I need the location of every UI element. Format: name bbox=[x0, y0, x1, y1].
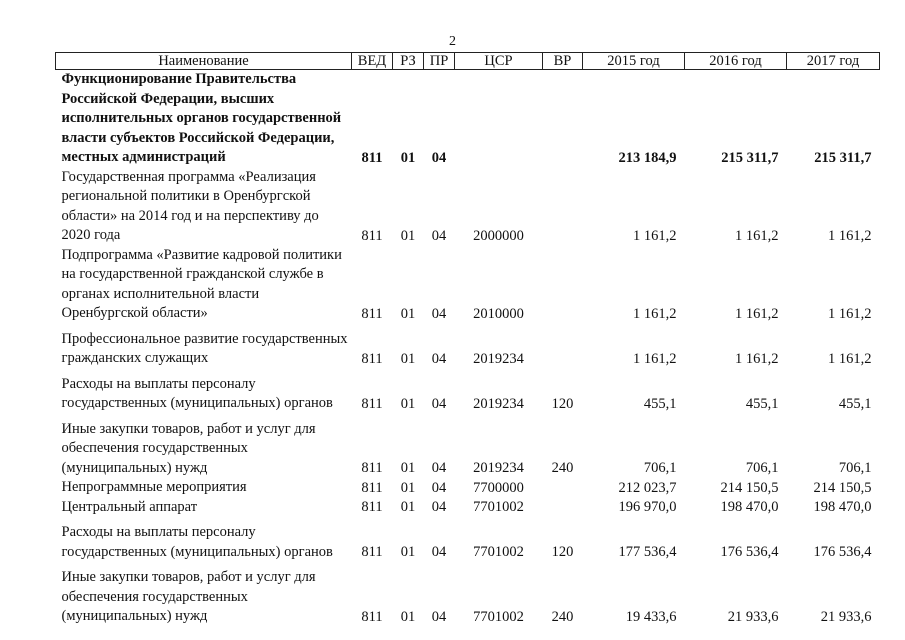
row-2015: 213 184,9 bbox=[618, 149, 677, 166]
row-name: Расходы на выплаты персоналу государственных (муниципальных) органов bbox=[61, 375, 333, 411]
row-ved: 811 bbox=[361, 499, 383, 515]
table-row bbox=[56, 517, 880, 562]
row-vr bbox=[543, 246, 583, 324]
row-name: Государственная программа «Реализация региональной политики в Оренбургской области» на 2014 год и на перспективу до 2020 года bbox=[61, 168, 319, 243]
row-csr: 2019234 bbox=[473, 460, 524, 476]
column-header-ved: ВЕД bbox=[352, 53, 393, 70]
row-name: Непрограммные мероприятия bbox=[61, 479, 247, 495]
row-pr: 04 bbox=[431, 305, 447, 322]
row-2017: 1 161,2 bbox=[828, 305, 872, 322]
row-ved: 811 bbox=[361, 350, 383, 367]
table-row bbox=[56, 168, 880, 246]
row-ved: 811 bbox=[361, 227, 383, 244]
row-csr bbox=[455, 70, 543, 168]
table-row bbox=[56, 562, 880, 627]
row-2017: 1 161,2 bbox=[828, 350, 872, 367]
row-2017: 706,1 bbox=[838, 460, 872, 476]
row-rz: 01 bbox=[400, 395, 416, 412]
column-header-2017: 2017 год bbox=[787, 53, 880, 70]
row-ved: 811 bbox=[361, 608, 383, 625]
row-2017: 455,1 bbox=[838, 395, 872, 412]
row-csr: 7701002 bbox=[473, 499, 524, 515]
row-vr bbox=[543, 478, 583, 498]
row-2016: 176 536,4 bbox=[720, 544, 779, 560]
row-2017: 176 536,4 bbox=[813, 544, 872, 560]
header-row bbox=[56, 53, 880, 70]
row-pr: 04 bbox=[431, 395, 447, 412]
row-name: Подпрограмма «Развитие кадровой политики на государственной гражданской службе в органах исполнительной власти Оренбургской области» bbox=[61, 246, 342, 321]
row-rz: 01 bbox=[400, 227, 416, 244]
row-vr: 240 bbox=[551, 460, 574, 476]
column-header-pr: ПР bbox=[424, 53, 455, 70]
row-name: Расходы на выплаты персоналу государственных (муниципальных) органов bbox=[61, 524, 333, 560]
row-2017: 1 161,2 bbox=[828, 227, 872, 244]
row-2015: 1 161,2 bbox=[633, 350, 677, 367]
row-2017: 21 933,6 bbox=[820, 608, 872, 625]
row-2017: 214 150,5 bbox=[813, 479, 872, 496]
row-ved: 811 bbox=[361, 395, 383, 412]
row-name: Иные закупки товаров, работ и услуг для обеспечения государственных (муниципальных) нужд bbox=[61, 569, 316, 624]
row-ved: 811 bbox=[361, 305, 383, 322]
row-pr: 04 bbox=[431, 460, 447, 476]
row-ved: 811 bbox=[361, 544, 383, 560]
row-2016: 215 311,7 bbox=[721, 149, 779, 166]
row-vr: 120 bbox=[551, 395, 574, 412]
row-2015: 212 023,7 bbox=[618, 479, 677, 496]
row-vr bbox=[543, 324, 583, 369]
column-header-csr: ЦСР bbox=[455, 53, 543, 70]
row-name: Профессиональное развитие государственных гражданских служащих bbox=[61, 330, 348, 366]
row-rz: 01 bbox=[400, 460, 416, 476]
table-row bbox=[56, 498, 880, 518]
row-2015: 196 970,0 bbox=[618, 499, 677, 515]
row-2017: 198 470,0 bbox=[813, 499, 872, 515]
row-name: Центральный аппарат bbox=[61, 498, 198, 515]
row-csr: 7701002 bbox=[473, 544, 524, 560]
row-vr: 240 bbox=[551, 608, 574, 625]
table-row bbox=[56, 324, 880, 369]
column-header-2015: 2015 год bbox=[583, 53, 685, 70]
row-2015: 1 161,2 bbox=[633, 227, 677, 244]
column-header-2016: 2016 год bbox=[685, 53, 787, 70]
row-rz: 01 bbox=[400, 479, 416, 496]
row-2016: 21 933,6 bbox=[727, 608, 779, 625]
row-rz: 01 bbox=[400, 608, 416, 625]
row-rz: 01 bbox=[400, 149, 416, 166]
column-header-vr: ВР bbox=[543, 53, 583, 70]
table-row bbox=[56, 246, 880, 324]
row-vr: 120 bbox=[551, 544, 574, 560]
row-2015: 177 536,4 bbox=[618, 544, 677, 560]
row-pr: 04 bbox=[431, 149, 447, 166]
row-ved: 811 bbox=[361, 460, 383, 476]
row-vr bbox=[543, 70, 583, 168]
row-2016: 706,1 bbox=[745, 460, 779, 476]
column-header-name: Наименование bbox=[56, 53, 352, 70]
row-csr: 7700000 bbox=[473, 479, 524, 496]
row-name: Иные закупки товаров, работ и услуг для обеспечения государственных (муниципальных) нужд bbox=[61, 420, 316, 476]
row-rz: 01 bbox=[400, 305, 416, 322]
row-pr: 04 bbox=[431, 350, 447, 367]
column-header-rz: РЗ bbox=[393, 53, 424, 70]
budget-table bbox=[55, 52, 880, 627]
row-csr: 2000000 bbox=[473, 227, 524, 244]
row-rz: 01 bbox=[400, 544, 416, 560]
row-2016: 1 161,2 bbox=[735, 305, 779, 322]
row-csr: 7701002 bbox=[473, 608, 524, 625]
row-ved: 811 bbox=[361, 479, 383, 496]
table-row bbox=[56, 478, 880, 498]
row-2015: 1 161,2 bbox=[633, 305, 677, 322]
row-csr: 2019234 bbox=[473, 350, 524, 367]
page-number: 2 bbox=[449, 34, 456, 49]
row-pr: 04 bbox=[431, 227, 447, 244]
row-2017: 215 311,7 bbox=[814, 149, 872, 166]
row-2016: 455,1 bbox=[745, 395, 779, 412]
row-pr: 04 bbox=[431, 608, 447, 625]
table-row bbox=[56, 70, 880, 168]
row-vr bbox=[543, 168, 583, 246]
row-name: Функционирование Правительства Российской Федерации, высших исполнительных органов государственной власти субъектов Российской Федерации, местных администраций bbox=[61, 71, 342, 165]
row-pr: 04 bbox=[431, 479, 447, 496]
row-2016: 1 161,2 bbox=[735, 227, 779, 244]
row-2015: 706,1 bbox=[643, 460, 677, 476]
row-pr: 04 bbox=[431, 499, 447, 515]
row-csr: 2019234 bbox=[473, 395, 524, 412]
row-rz: 01 bbox=[400, 499, 416, 515]
row-2015: 19 433,6 bbox=[625, 608, 677, 625]
row-2016: 198 470,0 bbox=[720, 499, 779, 515]
row-vr bbox=[543, 498, 583, 518]
table-row bbox=[56, 414, 880, 479]
row-2015: 455,1 bbox=[643, 395, 677, 412]
row-rz: 01 bbox=[400, 350, 416, 367]
row-ved: 811 bbox=[361, 149, 383, 166]
row-pr: 04 bbox=[431, 544, 447, 560]
row-2016: 214 150,5 bbox=[720, 479, 779, 496]
row-2016: 1 161,2 bbox=[735, 350, 779, 367]
row-csr: 2010000 bbox=[473, 305, 524, 322]
table-row bbox=[56, 369, 880, 414]
